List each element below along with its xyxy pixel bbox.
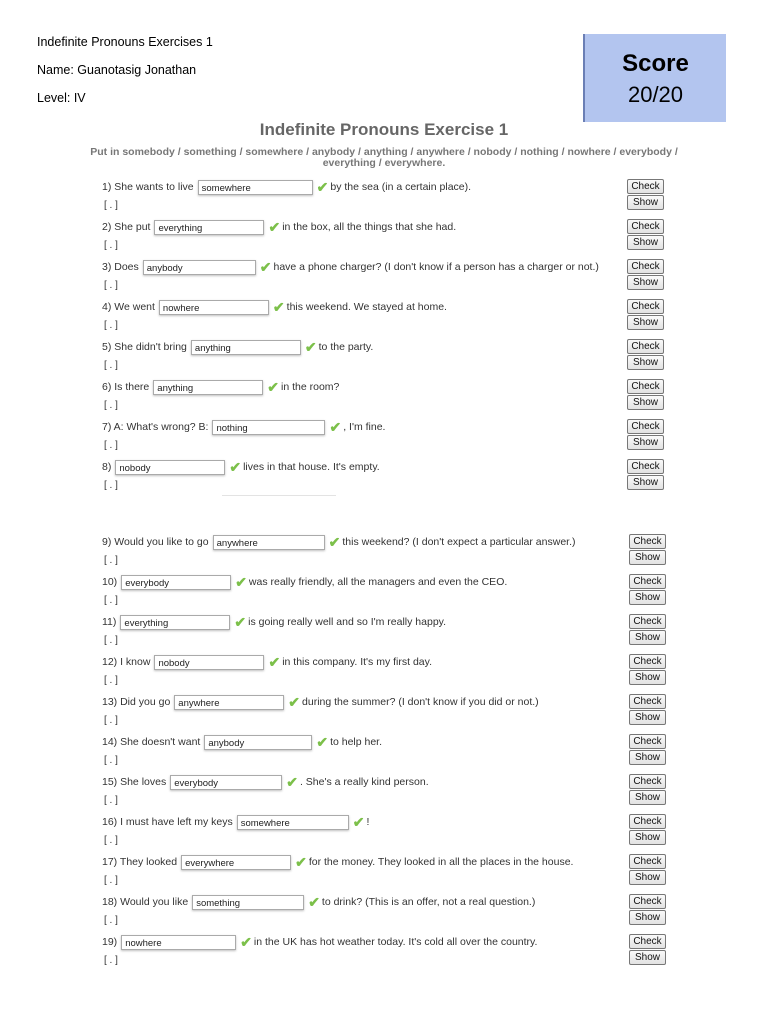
check-button[interactable]: Check (627, 459, 664, 474)
check-mark-icon: ✔ (316, 178, 329, 195)
question-prompt: 10) (102, 576, 118, 588)
show-button[interactable]: Show (629, 750, 666, 765)
question-prompt: 9) Would you like to go (102, 536, 209, 548)
show-button[interactable]: Show (627, 275, 664, 290)
answer-input[interactable]: nowhere (121, 935, 236, 950)
question-prompt: 1) She wants to live (102, 181, 194, 193)
question-continuation: during the summer? (I don't know if you did or not.) (302, 696, 539, 708)
show-button[interactable]: Show (629, 710, 666, 725)
question-prompt: 17) They looked (102, 856, 178, 868)
answer-input[interactable]: anywhere (213, 535, 325, 550)
check-button[interactable]: Check (627, 259, 664, 274)
check-mark-icon: ✔ (329, 418, 342, 435)
question-continuation: in the UK has hot weather today. It's cold all over the country. (253, 936, 538, 948)
feedback-text: [ . ] (104, 200, 118, 211)
answer-input[interactable]: anywhere (174, 695, 284, 710)
question-continuation: for the money. They looked in all the places in the house. (308, 856, 574, 868)
check-button[interactable]: Check (627, 299, 664, 314)
check-button[interactable]: Check (629, 894, 666, 909)
answer-input[interactable]: nobody (115, 460, 225, 475)
check-mark-icon: ✔ (267, 378, 280, 395)
check-mark-icon: ✔ (295, 853, 307, 870)
check-button[interactable]: Check (629, 934, 666, 949)
question-row (102, 298, 447, 316)
check-button[interactable]: Check (629, 774, 666, 789)
check-button[interactable]: Check (627, 379, 664, 394)
question-row (102, 813, 369, 831)
check-button[interactable]: Check (629, 734, 666, 749)
question-row (102, 853, 573, 871)
check-button[interactable]: Check (629, 694, 666, 709)
question-row (102, 933, 537, 951)
show-button[interactable]: Show (629, 630, 666, 645)
feedback-text: [ . ] (104, 635, 118, 646)
check-button[interactable]: Check (629, 614, 666, 629)
show-button[interactable]: Show (627, 435, 664, 450)
feedback-text: [ . ] (104, 875, 118, 886)
check-mark-icon: ✔ (304, 338, 317, 355)
answer-input[interactable]: somewhere (198, 180, 313, 195)
check-mark-icon: ✔ (308, 893, 320, 910)
question-prompt: 4) We went (102, 301, 155, 313)
question-continuation: to the party. (318, 341, 374, 353)
question-prompt: 8) (102, 461, 112, 473)
show-button[interactable]: Show (629, 870, 666, 885)
question-continuation: , I'm fine. (343, 421, 386, 433)
question-row (102, 693, 539, 711)
question-row (102, 418, 385, 436)
answer-input[interactable]: somewhere (237, 815, 349, 830)
feedback-text: [ . ] (104, 240, 118, 251)
answer-input[interactable]: anybody (204, 735, 312, 750)
check-mark-icon: ✔ (268, 218, 281, 235)
feedback-text: [ . ] (104, 955, 118, 966)
feedback-text: [ . ] (104, 280, 118, 291)
feedback-text: [ . ] (104, 715, 118, 726)
answer-input[interactable]: everywhere (181, 855, 291, 870)
show-button[interactable]: Show (629, 910, 666, 925)
question-continuation: in the box, all the things that she had. (282, 221, 457, 233)
answer-input[interactable]: everybody (170, 775, 282, 790)
question-row (102, 573, 507, 591)
show-button[interactable]: Show (629, 790, 666, 805)
check-mark-icon: ✔ (286, 773, 298, 790)
question-prompt: 16) I must have left my keys (102, 816, 233, 828)
question-prompt: 11) (102, 616, 117, 628)
question-continuation: this weekend? (I don't expect a particular answer.) (342, 536, 576, 548)
document-title: Indefinite Pronouns Exercises 1 (37, 35, 213, 49)
student-name: Name: Guanotasig Jonathan (37, 63, 197, 77)
feedback-text: [ . ] (104, 480, 118, 491)
question-continuation: in the room? (281, 381, 340, 393)
answer-input[interactable]: everything (120, 615, 230, 630)
answer-input[interactable]: nothing (212, 420, 325, 435)
check-mark-icon: ✔ (288, 693, 301, 710)
check-button[interactable]: Check (629, 534, 666, 549)
show-button[interactable]: Show (627, 195, 664, 210)
feedback-text: [ . ] (104, 795, 118, 806)
question-prompt: 14) She doesn't want (102, 736, 201, 748)
instructions-line-2: everything / everywhere. (322, 157, 446, 169)
show-button[interactable]: Show (629, 830, 666, 845)
question-prompt: 13) Did you go (102, 696, 171, 708)
check-mark-icon: ✔ (272, 298, 285, 315)
question-continuation: by the sea (in a certain place). (330, 181, 472, 193)
score-label: Score (622, 50, 689, 77)
question-row (102, 653, 432, 671)
question-continuation: have a phone charger? (I don't know if a person has a charger or not.) (273, 261, 599, 273)
show-button[interactable]: Show (629, 670, 666, 685)
question-prompt: 12) I know (102, 656, 151, 668)
answer-input[interactable]: something (192, 895, 304, 910)
question-continuation: . She's a really kind person. (299, 776, 429, 788)
score-value: 20/20 (627, 82, 684, 107)
page-divider (222, 495, 336, 496)
show-button[interactable]: Show (627, 475, 664, 490)
question-continuation: lives in that house. It's empty. (243, 461, 380, 473)
answer-input[interactable]: anybody (143, 260, 256, 275)
question-row (102, 733, 382, 751)
show-button[interactable]: Show (629, 950, 666, 965)
show-button[interactable]: Show (627, 315, 664, 330)
feedback-text: [ . ] (104, 320, 118, 331)
question-prompt: 15) She loves (102, 776, 167, 788)
check-mark-icon: ✔ (229, 458, 242, 475)
question-row (102, 533, 576, 551)
check-mark-icon: ✔ (352, 813, 365, 830)
show-button[interactable]: Show (629, 590, 666, 605)
check-button[interactable]: Check (627, 419, 664, 434)
exercise-title: Indefinite Pronouns Exercise 1 (259, 120, 509, 139)
check-button[interactable]: Check (629, 854, 666, 869)
answer-input[interactable]: nobody (154, 655, 264, 670)
show-button[interactable]: Show (629, 550, 666, 565)
question-prompt: 5) She didn't bring (102, 341, 187, 353)
check-button[interactable]: Check (629, 814, 666, 829)
check-button[interactable]: Check (627, 219, 664, 234)
question-prompt: 7) A: What's wrong? B: (102, 421, 209, 433)
question-row (102, 338, 373, 356)
check-button[interactable]: Check (627, 339, 664, 354)
check-button[interactable]: Check (629, 574, 666, 589)
question-prompt: 19) (102, 936, 118, 948)
question-prompt: 3) Does (102, 261, 139, 273)
question-continuation: was really friendly, all the managers and even the CEO. (248, 576, 508, 588)
feedback-text: [ . ] (104, 675, 118, 686)
feedback-text: [ . ] (104, 440, 118, 451)
check-mark-icon: ✔ (259, 258, 272, 275)
answer-input[interactable]: anything (153, 380, 263, 395)
feedback-text: [ . ] (104, 835, 118, 846)
question-row (102, 258, 599, 276)
score-box (583, 34, 726, 122)
feedback-text: [ . ] (104, 360, 118, 371)
question-prompt: 6) Is there (102, 381, 150, 393)
check-mark-icon: ✔ (268, 653, 281, 670)
question-row (102, 178, 471, 196)
question-continuation: to drink? (This is an offer, not a real question.) (321, 896, 536, 908)
exercise-instructions (62, 147, 706, 169)
check-button[interactable]: Check (629, 654, 666, 669)
feedback-text: [ . ] (104, 555, 118, 566)
question-row (102, 378, 339, 396)
question-row (102, 773, 429, 791)
check-mark-icon: ✔ (240, 933, 252, 950)
question-prompt: 2) She put (102, 221, 151, 233)
question-prompt: 18) Would you like (102, 896, 189, 908)
feedback-text: [ . ] (104, 400, 118, 411)
question-row (102, 893, 535, 911)
show-button[interactable]: Show (627, 355, 664, 370)
feedback-text: [ . ] (104, 915, 118, 926)
question-row (102, 458, 380, 476)
check-mark-icon: ✔ (234, 613, 247, 630)
question-row (102, 218, 456, 236)
question-continuation: in this company. It's my first day. (282, 656, 433, 668)
check-button[interactable]: Check (627, 179, 664, 194)
feedback-text: [ . ] (104, 595, 118, 606)
question-continuation: this weekend. We stayed at home. (286, 301, 447, 313)
answer-input[interactable]: nowhere (159, 300, 269, 315)
check-mark-icon: ✔ (328, 533, 341, 550)
question-continuation: ! (366, 816, 370, 828)
answer-input[interactable]: everybody (121, 575, 231, 590)
feedback-text: [ . ] (104, 755, 118, 766)
answer-input[interactable]: everything (154, 220, 264, 235)
answer-input[interactable]: anything (191, 340, 301, 355)
instructions-line-1: Put in somebody / something / somewhere / anybody / anything / anywhere / nobody / nothing / nowhere / everybody / (90, 146, 678, 158)
show-button[interactable]: Show (627, 395, 664, 410)
question-continuation: is going really well and so I'm really happy. (248, 616, 447, 628)
question-continuation: to help her. (330, 736, 383, 748)
check-mark-icon: ✔ (235, 573, 247, 590)
show-button[interactable]: Show (627, 235, 664, 250)
student-level: Level: IV (37, 91, 86, 105)
check-mark-icon: ✔ (316, 733, 329, 750)
question-row (102, 613, 446, 631)
